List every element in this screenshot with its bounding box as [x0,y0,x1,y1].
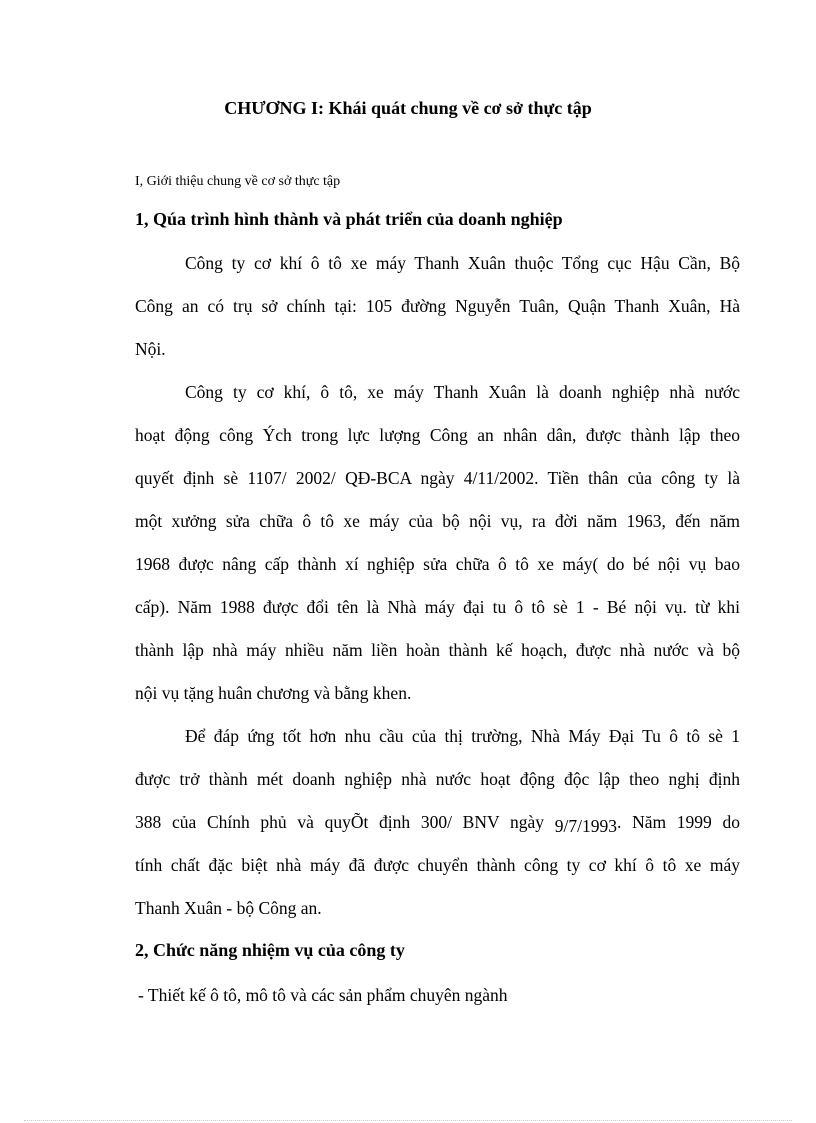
paragraph-line: hoạt động công Ých trong lực lượng Công an nhân dân, được thành lập theo [135,425,740,445]
paragraph-line: quyết định sè 1107/ 2002/ QĐ-BCA ngày 4/11/2002. Tiền thân của công ty là [135,468,740,488]
page-bottom-rule [24,1120,792,1121]
paragraph-line: Công ty cơ khí, ô tô, xe máy Thanh Xuân là doanh nghiệp nhà nước [185,382,740,402]
subheading-functions: 2, Chức năng nhiệm vụ của công ty [135,940,405,960]
bullet-item: - Thiết kế ô tô, mô tô và các sản phẩm chuyên ngành [138,985,508,1005]
section-heading: I, Giới thiệu chung về cơ sở thực tập [135,174,341,189]
paragraph-line: nội vụ tặng huân chương và bằng khen. [135,683,412,703]
paragraph-line-with-date [135,810,740,834]
paragraph-line: được trở thành mét doanh nghiệp nhà nước hoạt động độc lập theo nghị định [135,769,740,789]
paragraph-text: . Năm 1999 do [616,812,740,832]
paragraph-line: tính chất đặc biệt nhà máy đã được chuyển thành công ty cơ khí ô tô xe máy [135,855,740,875]
paragraph-line: Thanh Xuân - bộ Công an. [135,898,322,918]
paragraph-line: cấp). Năm 1988 được đổi tên là Nhà máy đại tu ô tô sè 1 - Bé nội vụ. từ khi [135,597,740,617]
paragraph-line: một xưởng sửa chữa ô tô xe máy của bộ nội vụ, ra đời năm 1963, đến năm [135,511,740,531]
subheading-history: 1, Qúa trình hình thành và phát triển của doanh nghiệp [135,209,563,229]
paragraph-line: Công ty cơ khí ô tô xe máy Thanh Xuân thuộc Tổng cục Hậu Cần, Bộ [185,253,740,273]
paragraph-text: 388 của Chính phủ và quyÕt định 300/ BNV ngày [135,812,545,832]
paragraph-line: Để đáp ứng tốt hơn nhu cầu của thị trường, Nhà Máy Đại Tu ô tô sè 1 [185,726,740,746]
paragraph-line: thành lập nhà máy nhiều năm liền hoàn thành kế hoạch, được nhà nước và bộ [135,640,740,660]
paragraph-line: Nội. [135,339,166,359]
chapter-title: CHƯƠNG I: Khái quát chung về cơ sở thực tập [224,98,592,118]
decision-date: 9/7/1993 [554,816,617,836]
paragraph-line: 1968 được nâng cấp thành xí nghiệp sửa chữa ô tô xe máy( do bé nội vụ bao [135,554,740,574]
paragraph-line: Công an có trụ sở chính tại: 105 đường Nguyễn Tuân, Quận Thanh Xuân, Hà [135,296,740,316]
